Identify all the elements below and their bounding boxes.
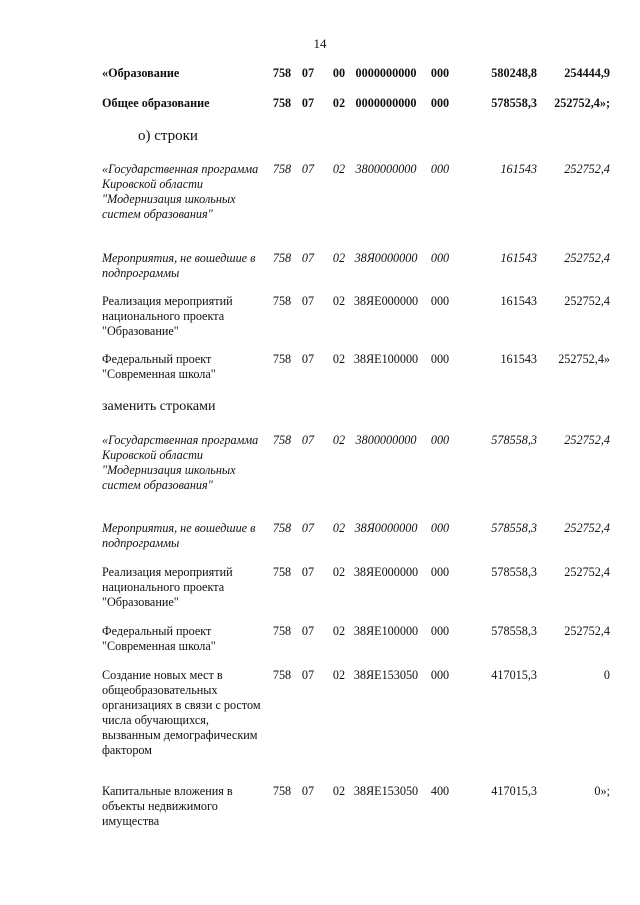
cell-amount-1: 580248,8 xyxy=(491,66,537,80)
cell-subsection: 02 xyxy=(332,521,346,535)
cell-subsection: 02 xyxy=(332,565,346,579)
cell-ministry: 758 xyxy=(272,624,292,638)
cell-expense-type: 400 xyxy=(430,784,450,798)
cell-ministry: 758 xyxy=(272,162,292,176)
cell-target-code: 38ЯЕ000000 xyxy=(353,294,419,308)
cell-amount-1: 578558,3 xyxy=(491,624,537,638)
cell-target-code: 38ЯЕ153050 xyxy=(353,668,419,682)
cell-ministry: 758 xyxy=(272,251,292,265)
cell-expense-type: 000 xyxy=(430,66,450,80)
cell-target-code: 3800000000 xyxy=(355,162,417,176)
cell-expense-type: 000 xyxy=(430,251,450,265)
cell-section: 07 xyxy=(301,784,315,798)
row-name: Мероприятия, не вошедшие в подпрограммы xyxy=(102,521,256,550)
cell-amount-1: 161543 xyxy=(500,294,537,308)
cell-expense-type: 000 xyxy=(430,433,450,447)
cell-ministry: 758 xyxy=(272,66,292,80)
cell-amount-1: 161543 xyxy=(500,352,537,366)
cell-expense-type: 000 xyxy=(430,668,450,682)
row-name: «Образование xyxy=(102,66,180,80)
row-name: Мероприятия, не вошедшие в подпрограммы xyxy=(102,251,256,280)
cell-expense-type: 000 xyxy=(430,521,450,535)
cell-subsection: 02 xyxy=(332,251,346,265)
cell-amount-1: 578558,3 xyxy=(491,433,537,447)
row-name: Создание новых мест в общеобразовательных организациях в связи с ростом числа обучающихся, вызванным демографическим фактором xyxy=(102,668,261,757)
cell-subsection: 02 xyxy=(332,162,346,176)
cell-ministry: 758 xyxy=(272,352,292,366)
cell-target-code: 38ЯЕ100000 xyxy=(353,352,419,366)
row-name: «Государственная программа Кировской области "Модернизация школьных систем образования" xyxy=(102,162,259,221)
cell-section: 07 xyxy=(301,565,315,579)
cell-amount-2: 252752,4 xyxy=(564,521,610,535)
cell-target-code: 0000000000 xyxy=(355,96,417,110)
cell-amount-2: 252752,4 xyxy=(564,162,610,176)
cell-section: 07 xyxy=(301,96,315,110)
cell-expense-type: 000 xyxy=(430,294,450,308)
cell-amount-2: 252752,4 xyxy=(564,624,610,638)
row-name: «Государственная программа Кировской области "Модернизация школьных систем образования" xyxy=(102,433,259,492)
cell-subsection: 00 xyxy=(332,66,346,80)
row-name: Общее образование xyxy=(102,96,210,110)
cell-target-code: 3800000000 xyxy=(355,433,417,447)
cell-amount-2: 252752,4 xyxy=(564,251,610,265)
cell-target-code: 38Я0000000 xyxy=(354,251,418,265)
cell-amount-2: 252752,4 xyxy=(564,294,610,308)
section-label-replace: заменить строками xyxy=(102,399,216,414)
row-name: Федеральный проект "Современная школа" xyxy=(102,624,216,653)
cell-section: 07 xyxy=(301,162,315,176)
cell-expense-type: 000 xyxy=(430,96,450,110)
cell-section: 07 xyxy=(301,433,315,447)
cell-expense-type: 000 xyxy=(430,565,450,579)
cell-target-code: 38ЯЕ000000 xyxy=(353,565,419,579)
cell-amount-2: 0»; xyxy=(594,784,610,798)
cell-ministry: 758 xyxy=(272,668,292,682)
cell-section: 07 xyxy=(301,66,315,80)
cell-amount-1: 161543 xyxy=(500,162,537,176)
cell-subsection: 02 xyxy=(332,668,346,682)
cell-amount-1: 161543 xyxy=(500,251,537,265)
cell-amount-2: 252752,4» xyxy=(558,352,610,366)
cell-ministry: 758 xyxy=(272,96,292,110)
cell-amount-2: 252752,4 xyxy=(564,565,610,579)
cell-ministry: 758 xyxy=(272,433,292,447)
cell-section: 07 xyxy=(301,521,315,535)
cell-ministry: 758 xyxy=(272,294,292,308)
cell-section: 07 xyxy=(301,251,315,265)
cell-target-code: 38ЯЕ153050 xyxy=(353,784,419,798)
cell-target-code: 0000000000 xyxy=(355,66,417,80)
cell-section: 07 xyxy=(301,294,315,308)
cell-expense-type: 000 xyxy=(430,162,450,176)
page-number: 14 xyxy=(313,36,327,51)
row-name: Федеральный проект "Современная школа" xyxy=(102,352,216,381)
cell-amount-2: 252752,4 xyxy=(564,433,610,447)
cell-amount-1: 578558,3 xyxy=(491,565,537,579)
cell-subsection: 02 xyxy=(332,784,346,798)
cell-ministry: 758 xyxy=(272,784,292,798)
cell-amount-1: 417015,3 xyxy=(491,668,537,682)
cell-ministry: 758 xyxy=(272,521,292,535)
cell-subsection: 02 xyxy=(332,294,346,308)
cell-expense-type: 000 xyxy=(430,624,450,638)
cell-amount-2: 254444,9 xyxy=(564,66,610,80)
cell-subsection: 02 xyxy=(332,96,346,110)
row-name: Реализация мероприятий национального проекта "Образование" xyxy=(102,294,233,338)
cell-subsection: 02 xyxy=(332,624,346,638)
row-name: Капитальные вложения в объекты недвижимого имущества xyxy=(102,784,233,828)
cell-section: 07 xyxy=(301,624,315,638)
cell-target-code: 38Я0000000 xyxy=(354,521,418,535)
row-name: Реализация мероприятий национального проекта "Образование" xyxy=(102,565,233,609)
cell-amount-1: 578558,3 xyxy=(491,521,537,535)
cell-amount-2: 0 xyxy=(603,668,610,682)
cell-amount-1: 417015,3 xyxy=(491,784,537,798)
cell-amount-1: 578558,3 xyxy=(491,96,537,110)
cell-subsection: 02 xyxy=(332,352,346,366)
cell-amount-2: 252752,4»; xyxy=(554,96,610,110)
cell-subsection: 02 xyxy=(332,433,346,447)
section-label-rows: о) строки xyxy=(138,128,198,144)
cell-section: 07 xyxy=(301,352,315,366)
cell-ministry: 758 xyxy=(272,565,292,579)
cell-section: 07 xyxy=(301,668,315,682)
cell-target-code: 38ЯЕ100000 xyxy=(353,624,419,638)
cell-expense-type: 000 xyxy=(430,352,450,366)
